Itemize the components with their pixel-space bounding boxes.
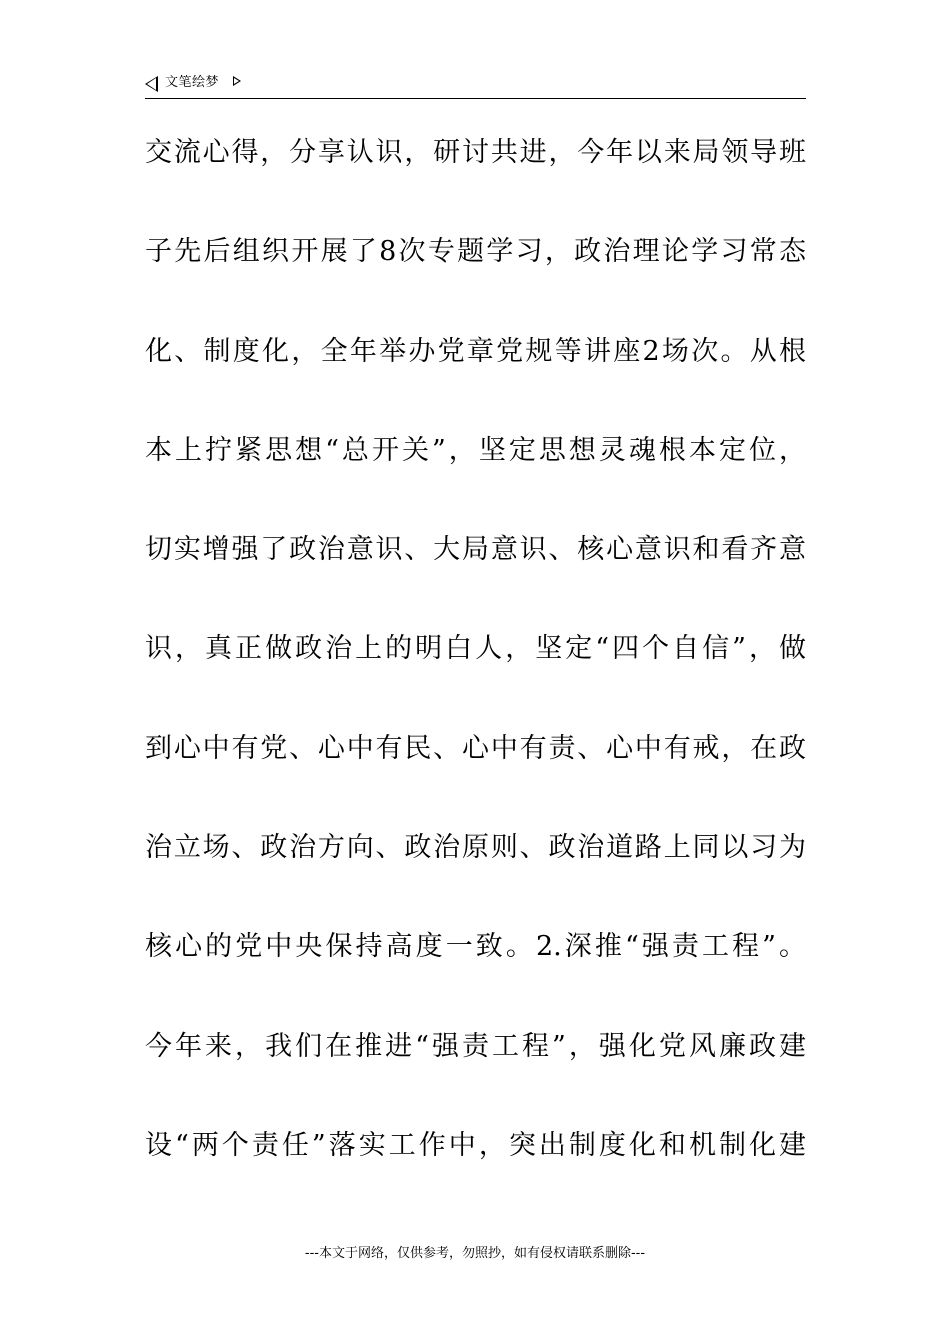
body-line: 今年来，我们在推进“强责工程”，强化党风廉政建 — [145, 1030, 806, 1062]
triangle-right-outline-icon — [233, 76, 241, 86]
body-line: 到心中有党、心中有民、心中有责、心中有戒，在政 — [145, 732, 806, 764]
page-header — [145, 70, 806, 99]
body-line: 治立场、政治方向、政治原则、政治道路上同以习为 — [145, 832, 806, 864]
body-line: 交流心得，分享认识，研讨共进，今年以来局领导班 — [145, 137, 806, 168]
body-line: 本上拧紧思想“总开关”，坚定思想灵魂根本定位， — [145, 434, 806, 466]
body-line: 切实增强了政治意识、大局意识、核心意识和看齐意 — [145, 534, 806, 566]
body-line: 核心的党中央保持高度一致。2.深推“强责工程”。 — [145, 931, 806, 963]
triangle-left-outline-icon — [145, 76, 158, 92]
body-line: 子先后组织开展了8次专题学习，政治理论学习常态 — [145, 236, 806, 268]
page-footer: ---本文于网络，仅供参考，勿照抄，如有侵权请联系删除--- — [304, 1246, 646, 1261]
document-body — [145, 126, 806, 1218]
header-title: 文笔绘梦 — [165, 75, 220, 90]
body-line: 化、制度化，全年举办党章党规等讲座2场次。从根 — [145, 335, 806, 367]
body-line: 设“两个责任”落实工作中，突出制度化和机制化建 — [145, 1129, 806, 1161]
body-line: 识，真正做政治上的明白人，坚定“四个自信”，做 — [145, 633, 806, 665]
